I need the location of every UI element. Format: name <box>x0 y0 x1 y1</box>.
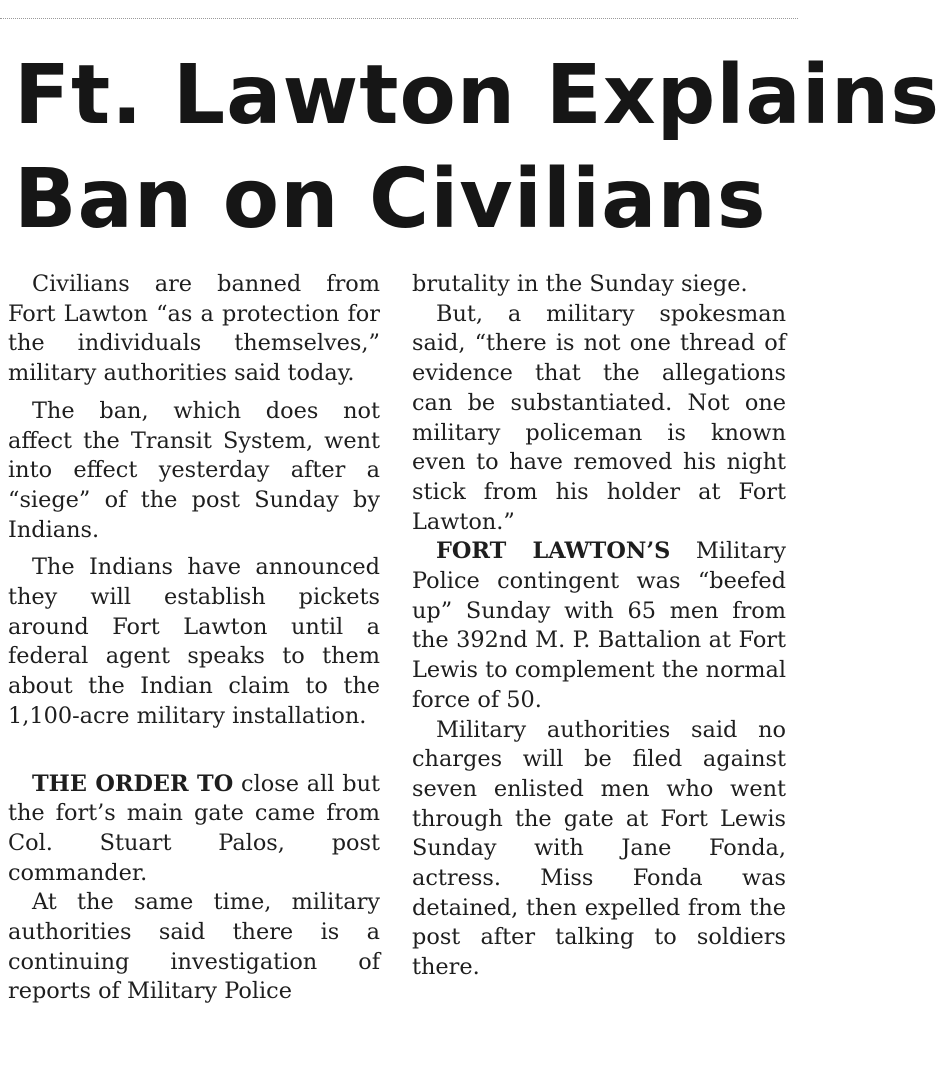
left-column <box>8 270 380 1007</box>
right-paragraph-1: brutality in the Sunday siege. <box>412 271 748 297</box>
left-paragraph-5: At the same time, military authorities said there is a continuing investigation of reports of Military Police <box>8 889 380 1005</box>
headline <box>14 44 940 252</box>
right-paragraph-2: But, a military spokesman said, “there is not one thread of evidence that the allegations can be substantiated. Not one military policeman is known even to have removed his night stick from his holder at Fort Lawton.” <box>412 300 786 535</box>
right-paragraph-3-body: Military Police contingent was “beefed up” Sunday with 65 men from the 392nd M. P. Battalion at Fort Lewis to complement the normal force of 50. <box>412 538 786 713</box>
left-paragraph-4 <box>8 770 380 889</box>
headline-line-1: Ft. Lawton Explains <box>14 48 940 143</box>
left-paragraph-3: The Indians have announced they will establish pickets around Fort Lawton until a federal agent speaks to them about the Indian claim to the 1,100-acre military installation. <box>8 554 380 729</box>
section-lead-fort-lawton: FORT LAWTON’S <box>436 538 671 565</box>
right-paragraph-4: Military authorities said no charges will be filed against seven enlisted men who went through the gate at Fort Lewis Sunday with Jane Fonda, actress. Miss Fonda was detained, then expelled from the post after talking to soldiers there. <box>412 716 786 981</box>
section-lead-order: THE ORDER TO <box>32 770 234 797</box>
left-paragraph-4-body: close all but the fort’s main gate came from Col. Stuart Palos, post commander. <box>8 770 381 886</box>
left-paragraph-2: The ban, which does not affect the Transit System, went into effect yesterday after a “siege” of the post Sunday by Indians. <box>8 397 380 543</box>
top-rule <box>0 18 798 19</box>
right-paragraph-3 <box>412 537 786 715</box>
headline-line-2: Ban on Civilians <box>14 152 767 247</box>
left-paragraph-1: Civilians are banned from Fort Lawton “as a protection for the individuals themselves,” military authorities said today. <box>8 271 380 387</box>
right-column <box>412 270 786 983</box>
